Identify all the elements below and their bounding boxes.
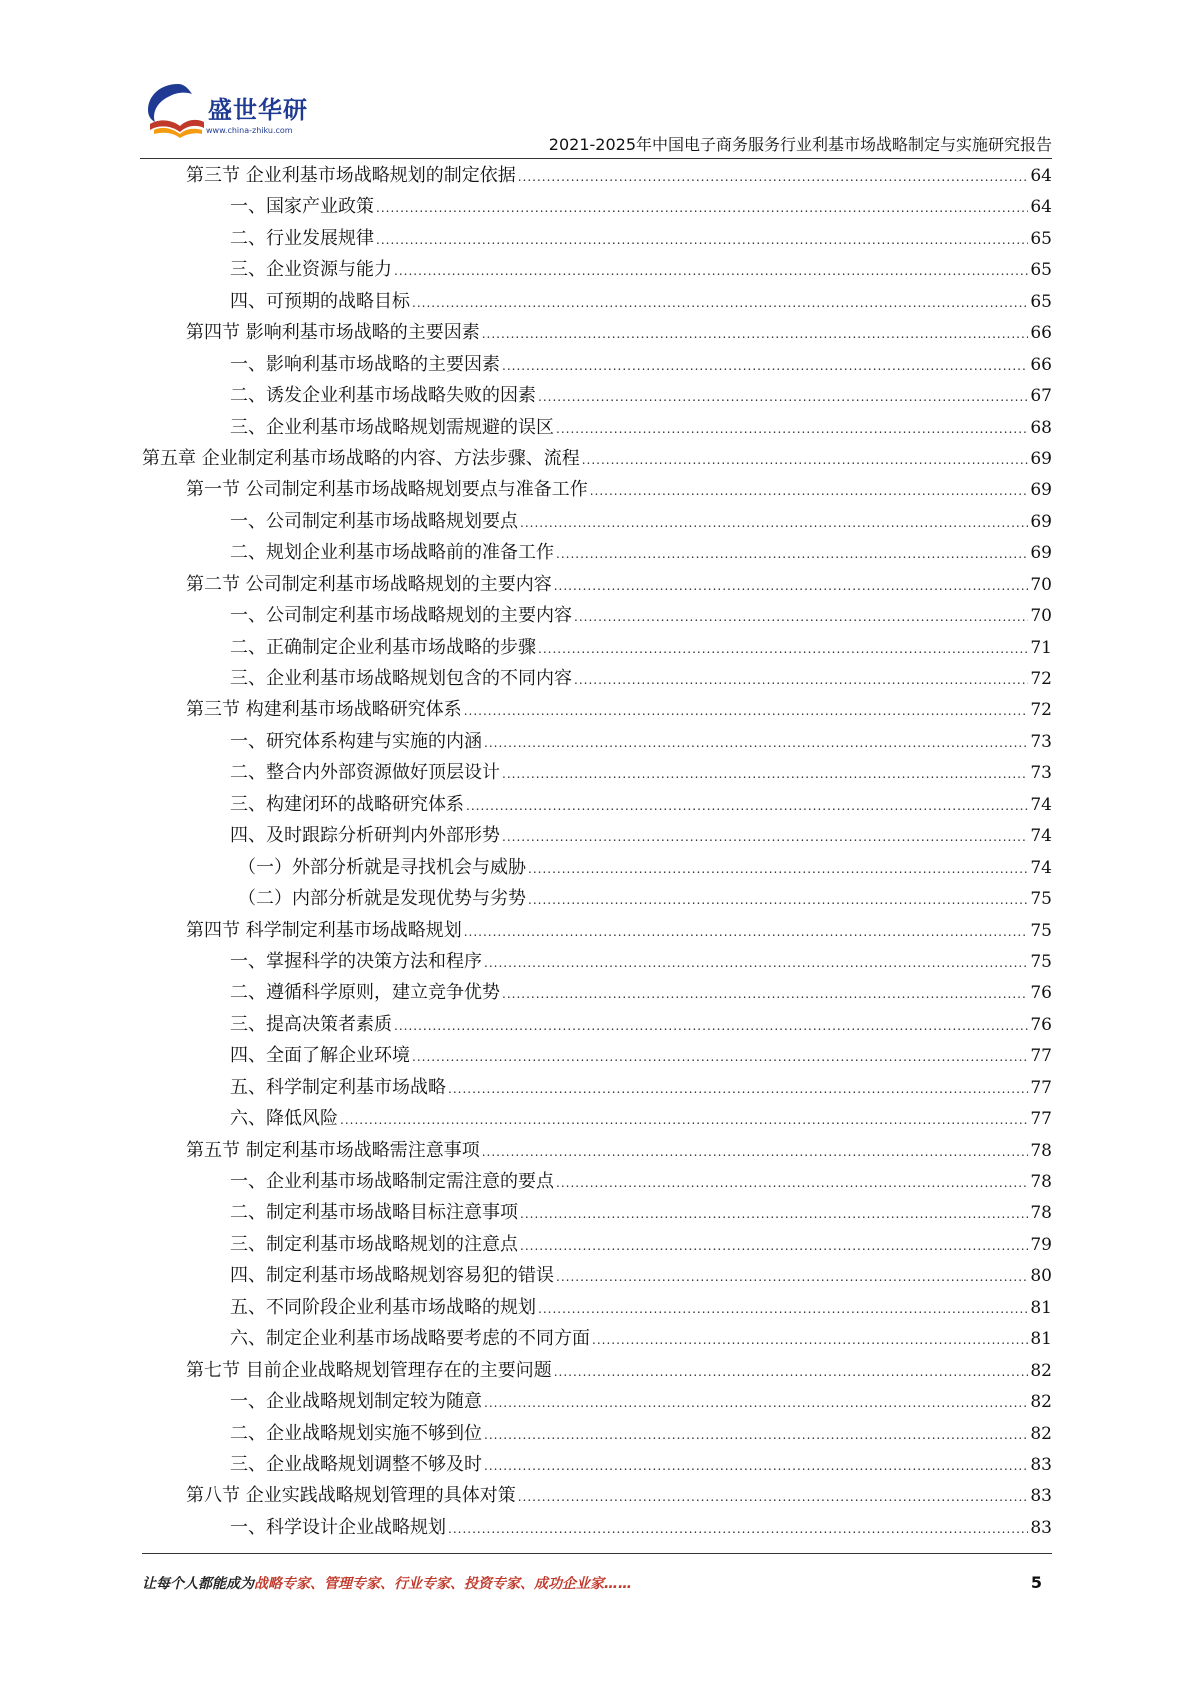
toc-entry-page: 81 (1030, 1329, 1052, 1350)
toc-entry-page: 82 (1030, 1392, 1052, 1413)
toc-leader-dots (376, 201, 1028, 215)
toc-entry-page: 79 (1030, 1234, 1052, 1255)
toc-leader-dots (592, 1333, 1028, 1347)
toc-entry-label: 第四节 科学制定利基市场战略规划 (186, 919, 462, 941)
toc-entry-page: 77 (1030, 1109, 1052, 1130)
toc-entry-label: 三、构建闭环的战略研究体系 (230, 793, 464, 815)
toc-entry[interactable] (142, 1167, 1052, 1198)
toc-leader-dots (484, 736, 1028, 750)
toc-leader-dots (554, 1365, 1029, 1379)
toc-entry-label: 二、企业战略规划实施不够到位 (230, 1422, 482, 1444)
toc-entry-page: 76 (1030, 983, 1052, 1004)
toc-entry-label: 一、企业利基市场战略制定需注意的要点 (230, 1171, 554, 1192)
toc-entry-label: 第二节 公司制定利基市场战略规划的主要内容 (186, 573, 552, 595)
toc-entry-label: 三、企业利基市场战略规划包含的不同内容 (230, 668, 572, 689)
toc-entry[interactable] (142, 853, 1052, 884)
toc-entry-page: 69 (1030, 448, 1052, 469)
toc-entry[interactable] (142, 1293, 1052, 1324)
toc-leader-dots (520, 1207, 1028, 1221)
toc-entry[interactable] (142, 790, 1052, 821)
toc-entry-page: 64 (1030, 166, 1052, 186)
toc-entry[interactable] (142, 947, 1052, 978)
toc-leader-dots (528, 893, 1028, 907)
toc-entry-label: 第八节 企业实践战略规划管理的具体对策 (186, 1485, 516, 1507)
toc-entry-page: 74 (1030, 826, 1052, 847)
toc-entry-label: 第四节 影响利基市场战略的主要因素 (186, 322, 480, 344)
report-title: 2021-2025年中国电子商务服务行业利基市场战略制定与实施研究报告 (548, 135, 1052, 154)
toc-entry[interactable] (142, 916, 1052, 947)
toc-entry[interactable] (142, 821, 1052, 852)
toc-leader-dots (466, 799, 1028, 813)
toc-entry-page: 65 (1030, 260, 1052, 281)
toc-entry-label: 第五节 制定利基市场战略需注意事项 (186, 1139, 480, 1161)
toc-entry-page: 78 (1030, 1172, 1052, 1192)
toc-entry-label: 第五章 企业制定利基市场战略的内容、方法步骤、流程 (142, 447, 580, 469)
toc-entry[interactable] (142, 884, 1052, 915)
table-of-contents (142, 161, 1052, 1544)
toc-leader-dots (464, 925, 1029, 939)
toc-entry[interactable] (142, 1419, 1052, 1450)
toc-entry[interactable] (142, 192, 1052, 223)
toc-leader-dots (484, 1459, 1028, 1473)
toc-leader-dots (484, 1428, 1028, 1442)
toc-entry-label: 三、企业利基市场战略规划需规避的误区 (230, 416, 554, 438)
page-number: 5 (1030, 1573, 1042, 1592)
toc-entry[interactable] (142, 1356, 1052, 1387)
toc-entry[interactable] (142, 758, 1052, 789)
toc-entry-label: 第一节 公司制定利基市场战略规划要点与准备工作 (186, 479, 588, 501)
toc-entry-page: 70 (1030, 574, 1052, 595)
toc-entry-label: 四、可预期的战略目标 (230, 290, 410, 312)
toc-entry[interactable] (142, 1513, 1052, 1544)
toc-entry-label: 三、企业资源与能力 (230, 259, 392, 281)
toc-entry[interactable] (142, 507, 1052, 538)
toc-entry-page: 80 (1030, 1266, 1052, 1287)
toc-entry-label: 六、降低风险 (230, 1108, 338, 1130)
toc-entry-label: 四、全面了解企业环境 (230, 1045, 410, 1067)
toc-entry-page: 78 (1030, 1203, 1052, 1224)
toc-entry-page: 77 (1030, 1046, 1052, 1067)
toc-leader-dots (448, 1522, 1028, 1536)
page-header (140, 78, 1052, 158)
toc-leader-dots (556, 1176, 1028, 1190)
toc-entry[interactable] (142, 318, 1052, 349)
footer-slogan-lead: 让每个人都能成为 (142, 1576, 254, 1592)
toc-leader-dots (590, 484, 1029, 498)
toc-leader-dots (574, 610, 1028, 624)
toc-entry-label: 二、诱发企业利基市场战略失败的因素 (230, 385, 536, 407)
toc-entry[interactable] (142, 1324, 1052, 1355)
toc-entry[interactable] (142, 1073, 1052, 1104)
toc-entry-page: 73 (1030, 731, 1052, 752)
toc-entry-label: （二）内部分析就是发现优势与劣势 (238, 888, 526, 910)
toc-entry-label: 二、规划企业利基市场战略前的准备工作 (230, 542, 554, 564)
toc-leader-dots (482, 327, 1029, 341)
toc-leader-dots (538, 390, 1028, 404)
toc-entry-page: 83 (1030, 1517, 1052, 1538)
toc-entry-page: 74 (1030, 794, 1052, 815)
toc-leader-dots (556, 1270, 1028, 1284)
logo-text: 盛世华研 (208, 96, 308, 124)
toc-entry[interactable] (142, 1010, 1052, 1041)
toc-entry[interactable] (142, 224, 1052, 255)
header-divider (140, 158, 1052, 159)
toc-entry-page: 65 (1030, 228, 1052, 249)
toc-entry-label: （一）外部分析就是寻找机会与威胁 (238, 856, 526, 878)
toc-entry[interactable] (142, 475, 1052, 506)
toc-entry[interactable] (142, 350, 1052, 381)
toc-leader-dots (554, 579, 1029, 593)
toc-entry[interactable] (142, 413, 1052, 444)
toc-entry-label: 五、科学制定利基市场战略 (230, 1076, 446, 1098)
toc-leader-dots (518, 170, 1029, 184)
toc-entry-label: 一、研究体系构建与实施的内涵 (230, 730, 482, 752)
toc-entry-page: 82 (1030, 1360, 1052, 1381)
toc-entry-label: 一、国家产业政策 (230, 196, 374, 218)
toc-entry[interactable] (142, 287, 1052, 318)
toc-entry-page: 77 (1030, 1077, 1052, 1098)
toc-entry[interactable] (142, 1481, 1052, 1512)
toc-entry-page: 66 (1030, 323, 1052, 344)
toc-entry-page: 64 (1030, 197, 1052, 218)
toc-entry-page: 70 (1030, 606, 1052, 627)
toc-entry-page: 75 (1030, 920, 1052, 941)
toc-leader-dots (482, 1145, 1029, 1159)
toc-entry-page: 83 (1030, 1454, 1052, 1475)
toc-entry-label: 一、公司制定利基市场战略规划的主要内容 (230, 605, 572, 627)
toc-leader-dots (412, 296, 1028, 310)
toc-entry[interactable] (142, 381, 1052, 412)
toc-leader-dots (556, 547, 1028, 561)
toc-leader-dots (502, 830, 1028, 844)
toc-entry-label: 三、提高决策者素质 (230, 1013, 392, 1035)
toc-entry[interactable] (142, 664, 1052, 695)
toc-leader-dots (340, 1113, 1028, 1127)
toc-entry[interactable] (142, 1136, 1052, 1167)
toc-leader-dots (518, 1490, 1029, 1504)
toc-leader-dots (394, 1019, 1028, 1033)
toc-entry-page: 72 (1030, 700, 1052, 721)
toc-entry[interactable] (142, 1198, 1052, 1229)
toc-leader-dots (484, 956, 1028, 970)
toc-leader-dots (556, 422, 1028, 436)
company-logo (140, 78, 340, 148)
toc-leader-dots (394, 264, 1028, 278)
toc-leader-dots (464, 704, 1029, 718)
toc-entry[interactable] (142, 978, 1052, 1009)
toc-entry[interactable] (142, 1387, 1052, 1418)
toc-leader-dots (520, 1239, 1028, 1253)
toc-entry-page: 71 (1030, 637, 1052, 658)
toc-entry-page: 78 (1030, 1140, 1052, 1161)
toc-leader-dots (376, 233, 1028, 247)
toc-leader-dots (502, 987, 1028, 1001)
toc-entry-page: 73 (1030, 763, 1052, 784)
toc-entry[interactable] (142, 1104, 1052, 1135)
toc-entry-label: 四、制定利基市场战略规划容易犯的错误 (230, 1265, 554, 1287)
toc-entry-label: 二、制定利基市场战略目标注意事项 (230, 1202, 518, 1224)
toc-entry-label: 四、及时跟踪分析研判内外部形势 (230, 825, 500, 847)
toc-entry-label: 二、遵循科学原则，建立竞争优势 (230, 982, 500, 1004)
toc-entry[interactable] (142, 570, 1052, 601)
toc-leader-dots (502, 767, 1028, 781)
toc-entry-label: 六、制定企业利基市场战略要考虑的不同方面 (230, 1328, 590, 1350)
toc-leader-dots (502, 359, 1028, 373)
toc-entry[interactable] (142, 1261, 1052, 1292)
page-footer (142, 1573, 1052, 1595)
toc-entry-page: 83 (1030, 1486, 1052, 1507)
toc-entry[interactable] (142, 255, 1052, 286)
toc-leader-dots (574, 673, 1028, 687)
toc-entry-page: 65 (1030, 291, 1052, 312)
toc-entry-label: 二、整合内外部资源做好顶层设计 (230, 762, 500, 784)
toc-entry-page: 69 (1030, 480, 1052, 501)
toc-leader-dots (538, 1302, 1028, 1316)
toc-leader-dots (448, 1082, 1028, 1096)
toc-entry-label: 一、企业战略规划制定较为随意 (230, 1391, 482, 1413)
toc-entry[interactable] (142, 444, 1052, 475)
footer-divider (142, 1553, 1052, 1554)
book-swirl-icon (140, 78, 210, 148)
toc-entry-page: 67 (1030, 386, 1052, 407)
toc-entry-page: 69 (1030, 511, 1052, 532)
toc-entry-label: 三、制定利基市场战略规划的注意点 (230, 1233, 518, 1255)
footer-slogan-highlight: 战略专家、管理专家、行业专家、投资专家、成功企业家…… (254, 1576, 632, 1592)
toc-entry-label: 二、行业发展规律 (230, 227, 374, 249)
toc-entry[interactable] (142, 601, 1052, 632)
toc-entry[interactable] (142, 727, 1052, 758)
toc-entry-label: 五、不同阶段企业利基市场战略的规划 (230, 1296, 536, 1318)
toc-entry[interactable] (142, 1041, 1052, 1072)
toc-entry[interactable] (142, 538, 1052, 569)
toc-entry[interactable] (142, 1230, 1052, 1261)
toc-entry-page: 76 (1030, 1014, 1052, 1035)
toc-leader-dots (484, 1396, 1028, 1410)
toc-entry-label: 一、公司制定利基市场战略规划要点 (230, 510, 518, 532)
logo-url: www.china-zhiku.com (206, 126, 293, 135)
toc-entry-label: 一、影响利基市场战略的主要因素 (230, 353, 500, 375)
toc-leader-dots (528, 862, 1028, 876)
toc-entry-label: 第七节 目前企业战略规划管理存在的主要问题 (186, 1359, 552, 1381)
toc-entry-page: 74 (1030, 857, 1052, 878)
toc-entry[interactable] (142, 1450, 1052, 1481)
toc-entry-label: 一、掌握科学的决策方法和程序 (230, 950, 482, 972)
toc-leader-dots (520, 516, 1028, 530)
toc-entry-page: 81 (1030, 1297, 1052, 1318)
toc-entry-page: 75 (1030, 889, 1052, 910)
toc-entry-label: 一、科学设计企业战略规划 (230, 1516, 446, 1538)
toc-entry[interactable] (142, 161, 1052, 192)
toc-entry[interactable] (142, 633, 1052, 664)
toc-entry-page: 66 (1030, 354, 1052, 375)
toc-entry-label: 二、正确制定企业利基市场战略的步骤 (230, 636, 536, 658)
toc-leader-dots (582, 453, 1029, 467)
toc-entry[interactable] (142, 695, 1052, 726)
toc-entry-label: 第三节 企业利基市场战略规划的制定依据 (186, 165, 516, 186)
toc-entry-label: 三、企业战略规划调整不够及时 (230, 1453, 482, 1475)
toc-leader-dots (412, 1050, 1028, 1064)
toc-entry-page: 72 (1030, 669, 1052, 689)
toc-entry-page: 82 (1030, 1423, 1052, 1444)
toc-entry-label: 第三节 构建利基市场战略研究体系 (186, 699, 462, 721)
toc-leader-dots (538, 642, 1028, 656)
toc-entry-page: 69 (1030, 543, 1052, 564)
toc-entry-page: 68 (1030, 417, 1052, 438)
toc-entry-page: 75 (1030, 951, 1052, 972)
